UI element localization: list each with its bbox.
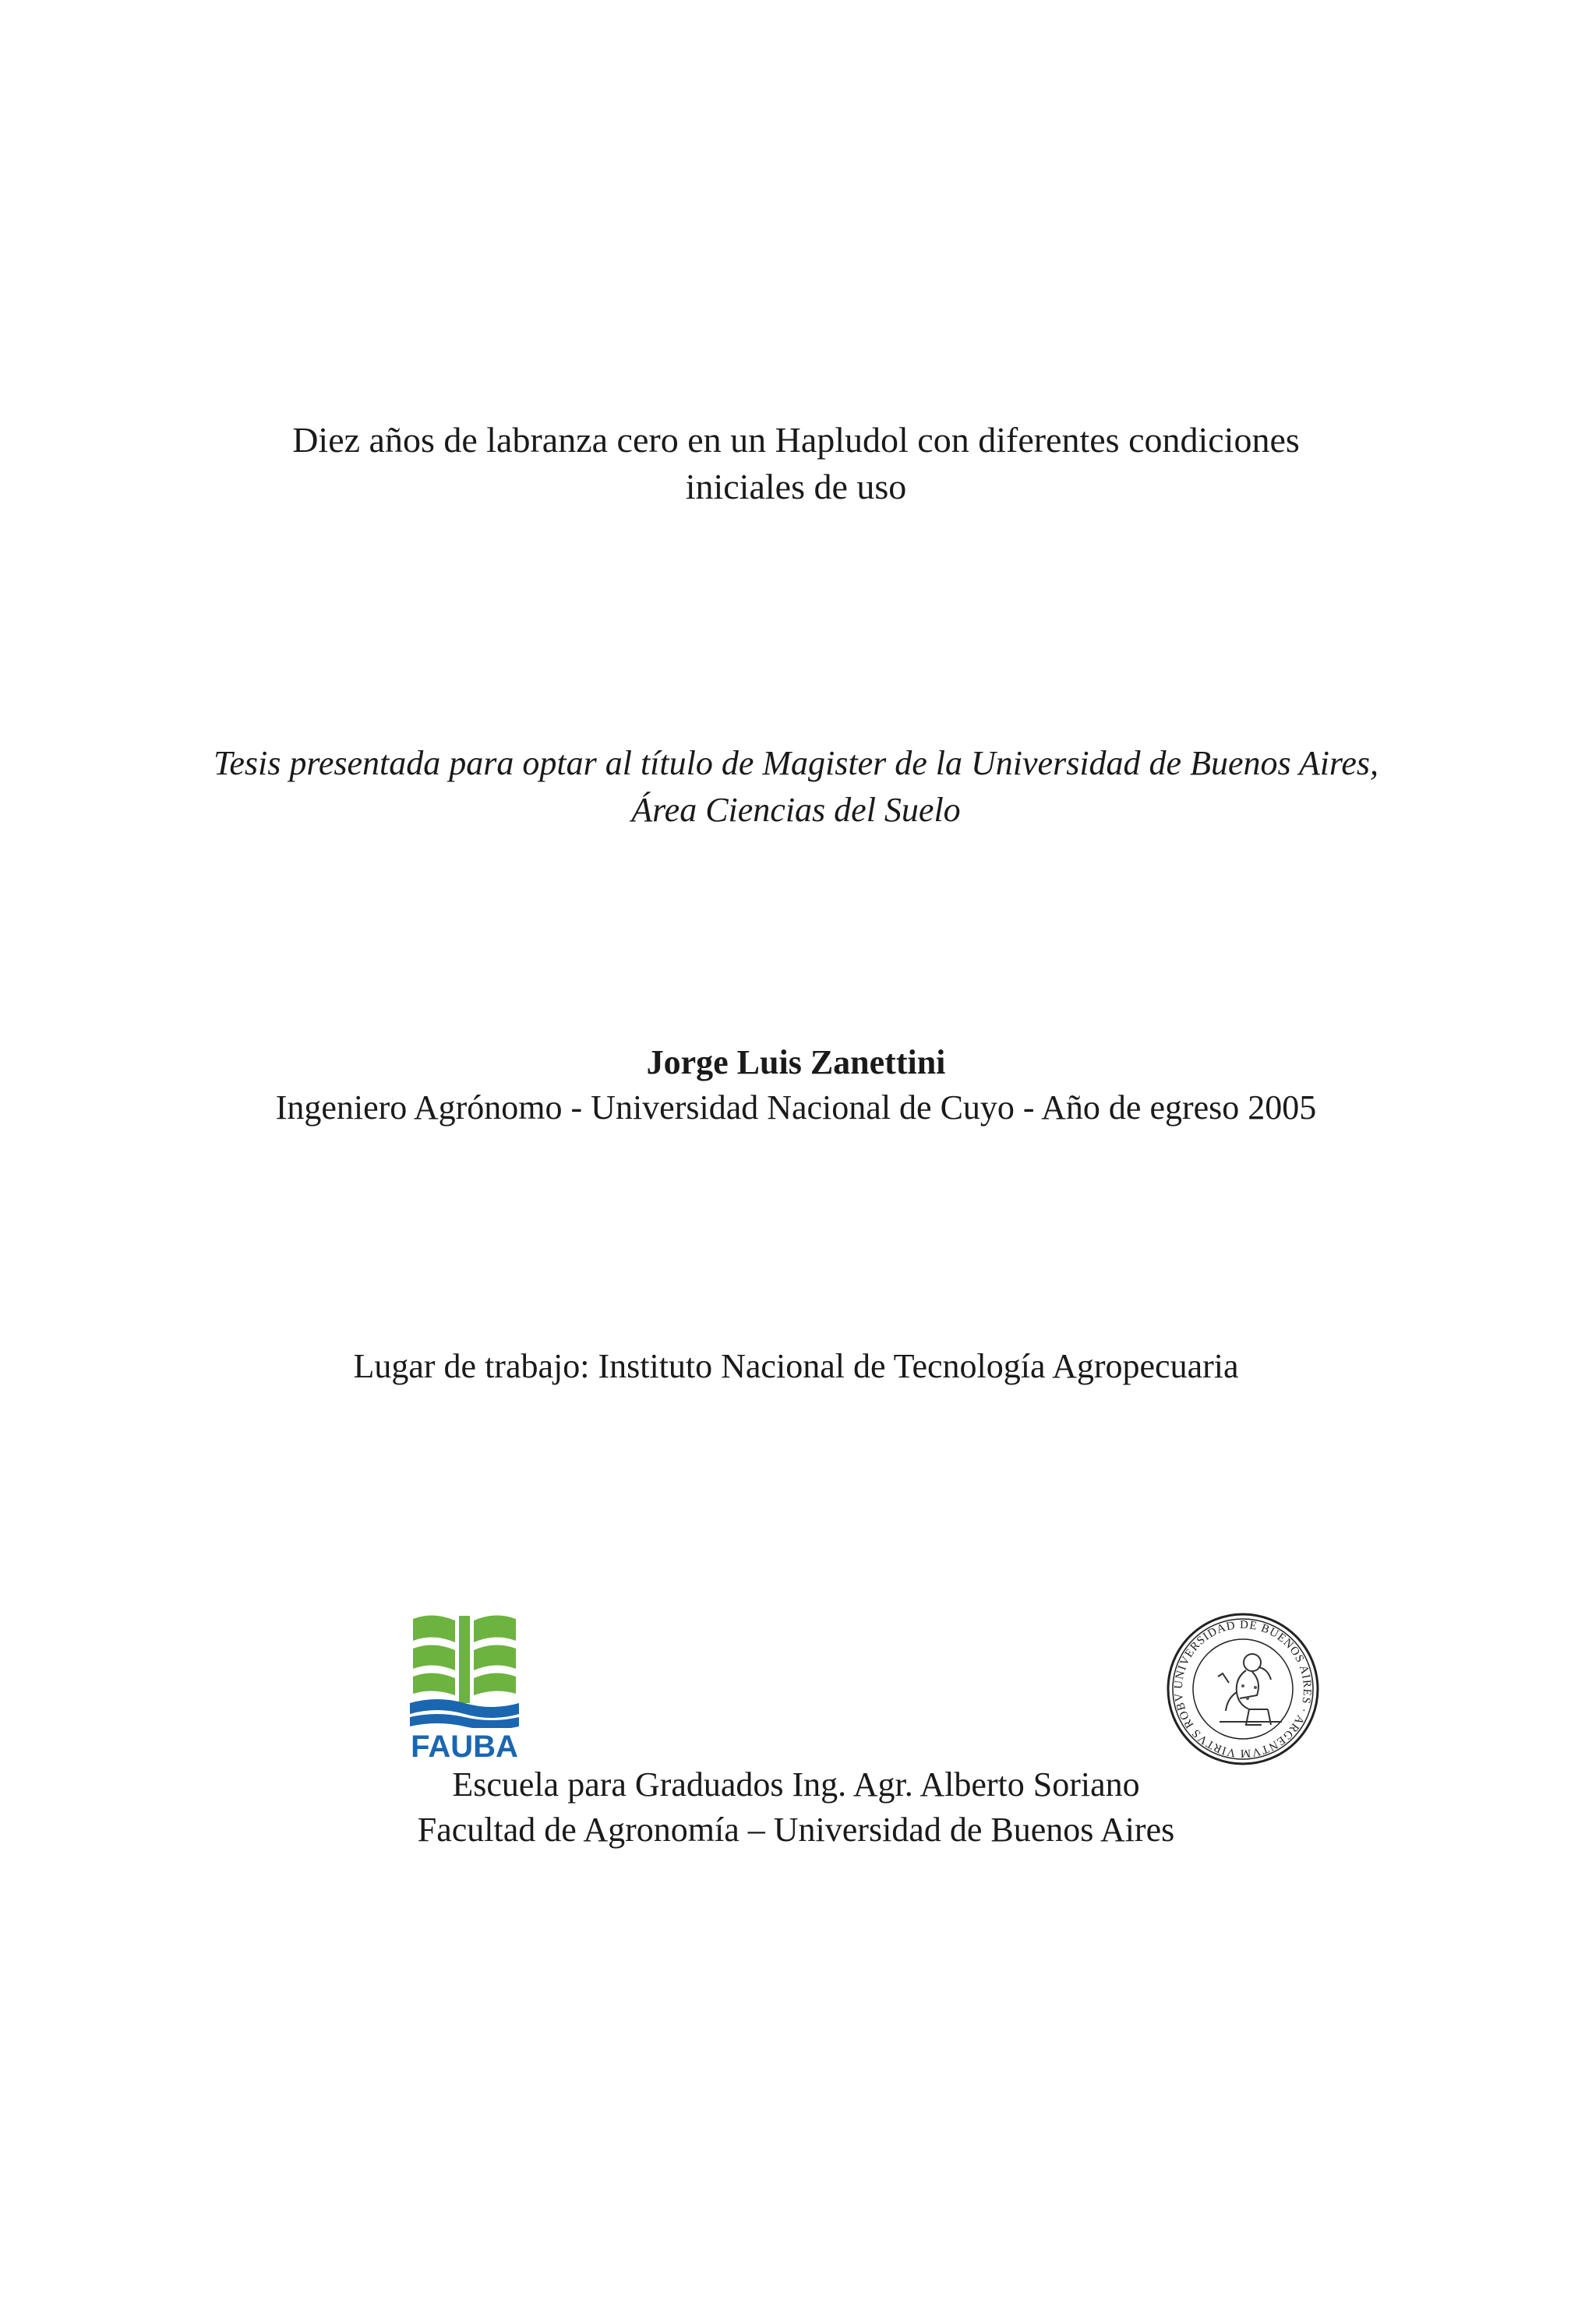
- thesis-title-line-1: Diez años de labranza cero en un Hapludol con diferentes condiciones: [292, 420, 1300, 460]
- workplace: [0, 1344, 1592, 1389]
- fauba-logo: [410, 1611, 519, 1763]
- author-block: [0, 1040, 1592, 1130]
- author-degree: Ingeniero Agrónomo - Universidad Nacional de Cuyo - Año de egreso 2005: [275, 1088, 1317, 1127]
- faculty-name: Facultad de Agronomía – Universidad de Buenos Aires: [417, 1811, 1175, 1849]
- author-name: Jorge Luis Zanettini: [646, 1043, 946, 1081]
- svg-text:UNIVERSIDAD DE BUENOS AIRES ·: [1165, 1611, 1313, 1759]
- thesis-statement-line-1: Tesis presentada para optar al título de Magister de la Universidad de Buenos Aires,: [213, 744, 1379, 782]
- thesis-statement: [0, 740, 1592, 834]
- uba-seal: [1165, 1611, 1321, 1767]
- school-name: Escuela para Graduados Ing. Agr. Alberto Soriano: [452, 1765, 1140, 1804]
- workplace-text: Lugar de trabajo: Instituto Nacional de Tecnología Agropecuaria: [353, 1347, 1239, 1385]
- fauba-label: FAUBA: [411, 1730, 518, 1764]
- uba-seal-text: UNIVERSIDAD DE BUENOS AIRES · ARGENTVM VIRTVS ROBV: [1172, 1618, 1314, 1760]
- thesis-title: [0, 417, 1592, 510]
- school-block: [0, 1762, 1592, 1853]
- thesis-statement-line-2: Área Ciencias del Suelo: [631, 791, 961, 829]
- uba-seal-icon: [1165, 1611, 1321, 1767]
- thesis-title-line-2: iniciales de uso: [685, 467, 907, 506]
- fauba-emblem-icon: [410, 1611, 519, 1728]
